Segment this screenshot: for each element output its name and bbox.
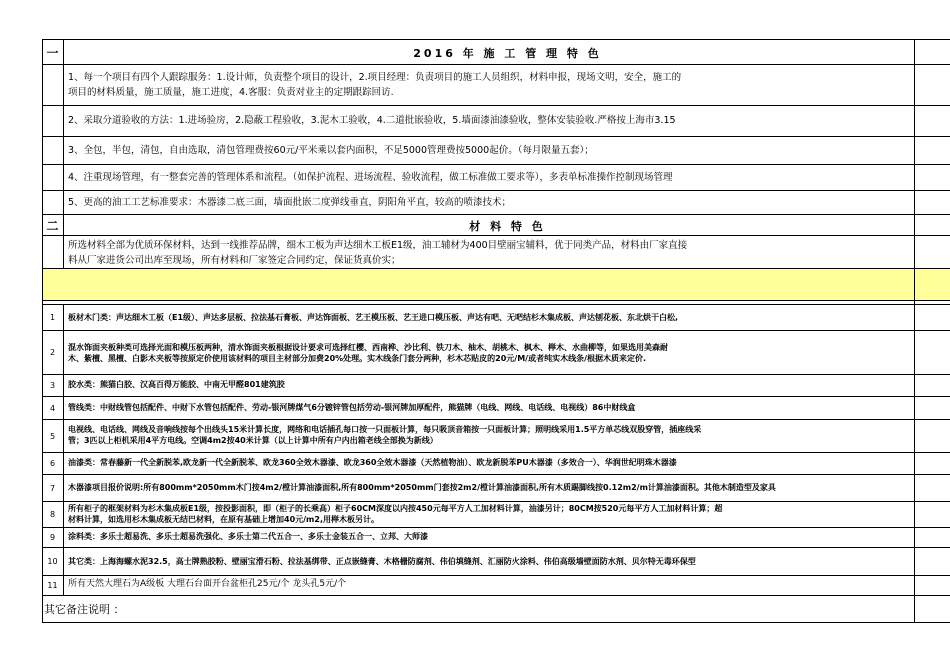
section-2-title: 材 料 特 色 <box>469 220 546 233</box>
mgmt-row-2 <box>42 106 950 136</box>
item-number: 8 <box>42 502 64 527</box>
item-row <box>42 453 950 474</box>
item-number: 10 <box>42 548 64 575</box>
section-1-number: 一 <box>42 40 64 64</box>
item-text: 油漆类：常春藤新一代全新脱苯,欧龙新一代全新脱苯、欧龙360全效木器漆、欧龙360全效木器漆（天然植物油）、欧龙新脱苯PU木器漆（多效合一）、华润世纪明珠木器漆 <box>68 458 677 467</box>
mgmt-row-1 <box>42 65 950 105</box>
item-row <box>42 397 950 419</box>
item-row <box>42 375 950 396</box>
item-number: 11 <box>42 576 64 595</box>
mgmt-row-4 <box>42 165 950 190</box>
item-number: 7 <box>42 475 64 501</box>
section-1-header-row <box>42 40 950 64</box>
item-row <box>42 420 950 452</box>
item-text: 所有天然大理石为A级板 大理石台面开台盆柜孔25元/个 龙头孔5元/个 <box>68 579 347 589</box>
mgmt-p5: 5、更高的油工工艺标准要求：木器漆二底三面，墙面批嵌二度弹线垂直，阴阳角平直，较高的喷漆技术； <box>68 197 512 208</box>
item-number: 5 <box>42 420 64 452</box>
material-intro-line1: 所选材料全部为优质环保材料，达到一线推荐品牌，细木工板为声达细木工板E1级，油工辅材为400目壁丽宝辅料，优于同类产品，材料由厂家直接 <box>68 240 688 251</box>
item-text: 涂料类：多乐士超易洗、多乐士超易洗强化、多乐士第二代五合一、多乐士金装五合一、立邦、大师漆 <box>68 532 428 541</box>
mgmt-row-3 <box>42 137 950 164</box>
remarks-row <box>42 596 950 622</box>
item-number: 9 <box>42 528 64 547</box>
item-text: 管；3匹以上柜机采用4平方电线。空调4m2按40米计算（以上计算中所有户内出箱老线全部换为新线） <box>68 436 438 445</box>
item-row <box>42 548 950 575</box>
item-row <box>42 576 950 595</box>
highlighted-empty-row <box>42 269 950 300</box>
item-row <box>42 502 950 527</box>
item-text: 胶水类：熊猫白胶、汉高百得万能胶、中南无甲醛801建筑胶 <box>68 380 285 389</box>
item-text: 所有柜子的框架材料为杉木集成板E1级，按投影面积，即（柜子的长乘高）柜子60CM深度以内按450元每平方人工加材料计算，油漆另计；80CM按520元每平方人工加材料计算；超 <box>68 504 723 513</box>
mgmt-p4: 4、注重现场管理，有一整套完善的管理体系和流程。（如保护流程、进场流程、验收流程，做工标准做工要求等），多表单标准操作控制现场管理 <box>68 172 673 183</box>
mgmt-p3: 3、全包，半包，清包，自由选取，清包管理费按60元/平米乘以套内面积，不足5000管理费按5000起价。（每月限量五套）； <box>68 145 594 156</box>
item-text: 其它类：上海海螺水泥32.5，高士牌熟胶粉、壁丽宝滑石粉、拉法基绑带、正点嵌缝膏、木格栅防腐剂、伟伯填缝剂、汇丽防火涂料、伟伯高级墙壁面防水剂、贝尔特无毒环保型 <box>68 557 696 566</box>
mgmt-p1-line2: 项目的材料质量，施工质量，施工进度，4.客服：负责对业主的定期跟踪回访. <box>68 87 394 98</box>
material-intro-row <box>42 236 950 268</box>
item-row <box>42 528 950 547</box>
item-number: 4 <box>42 397 64 419</box>
section-1-title: 2016 年 施 工 管 理 特 色 <box>413 47 602 60</box>
item-row <box>42 475 950 501</box>
item-number: 3 <box>42 375 64 396</box>
mgmt-p2: 2、采取分道验收的方法：1.进场验房，2.隐蔽工程验收，3.泥木工验收，4.二道批嵌验收，5.墙面漆油漆验收，整体安装验收.严格按上海市3.15 <box>68 115 676 126</box>
section-2-number: 二 <box>42 215 64 235</box>
item-text: 木器漆项目报价说明:所有800mm*2050mm木门按4m2/樘计算油漆面积,所有800mm*2050mm门套按2m2/樘计算油漆面积,所有木质踢脚线按0.12m2/m计算油漆面积。其他木制造型及家具 <box>68 483 776 492</box>
item-row <box>42 305 950 330</box>
item-number: 6 <box>42 453 64 474</box>
section-2-header-row <box>42 215 950 235</box>
mgmt-row-5 <box>42 191 950 214</box>
remarks-label: 其它备注说明 ： <box>44 603 125 616</box>
item-number: 2 <box>42 331 64 374</box>
item-text: 混水饰面夹板种类可选择光面和模压板两种，清水饰面夹板根据设计要求可选择红樱、西南桦、沙比利、铁刀木、柚木、胡桃木、枫木、榉木、水曲柳等，如果选用美森耐 <box>68 343 668 352</box>
material-intro-line2: 料从厂家进货公司出库至现场，所有材料和厂家签定合同约定，保证货真价实； <box>68 255 401 266</box>
item-text: 管线类：中财线管包括配件、中财下水管包括配件、劳动-银河牌煤气6分镀锌管包括劳动-银河牌加厚配件，熊猫牌（电线、网线、电话线、电视线）86中财线盒 <box>68 403 636 412</box>
item-row <box>42 331 950 374</box>
item-text: 木、紫檀、黑檀、白影木夹板等按原定价使用该材料的项目主材部分加费20%处理。实木线条门套分两种，杉木芯贴皮的20元/M/或者纯实木线条/根据木质来定价. <box>68 354 647 363</box>
item-text: 电视线、电话线、网线及音响线按每个出线头15米计算长度，网络和电话插孔每口按一只面板计算，每只吸顶音箱按一只面板计算；照明线采用1.5平方单芯线双股穿管，插座线采 <box>68 425 702 434</box>
item-text: 材料计算，如选用杉木集成板无结巴材料，在原有基础上增加40元/m2,用榉木板另计。 <box>68 515 379 524</box>
item-number: 1 <box>42 305 64 330</box>
item-text: 板材木门类：声达细木工板（E1级）、声达多层板、拉法基石膏板、声达饰面板、艺王模压板、艺王进口模压板、声达有吧、无吧结杉木集成板、声达刨花板、东北烘干白松, <box>68 313 679 322</box>
mgmt-p1-line1: 1、每一个项目有四个人跟踪服务：1.设计师，负责整个项目的设计，2.项目经理：负责项目的施工人员组织，材料申报，现场文明，安全，施工的 <box>68 72 682 83</box>
